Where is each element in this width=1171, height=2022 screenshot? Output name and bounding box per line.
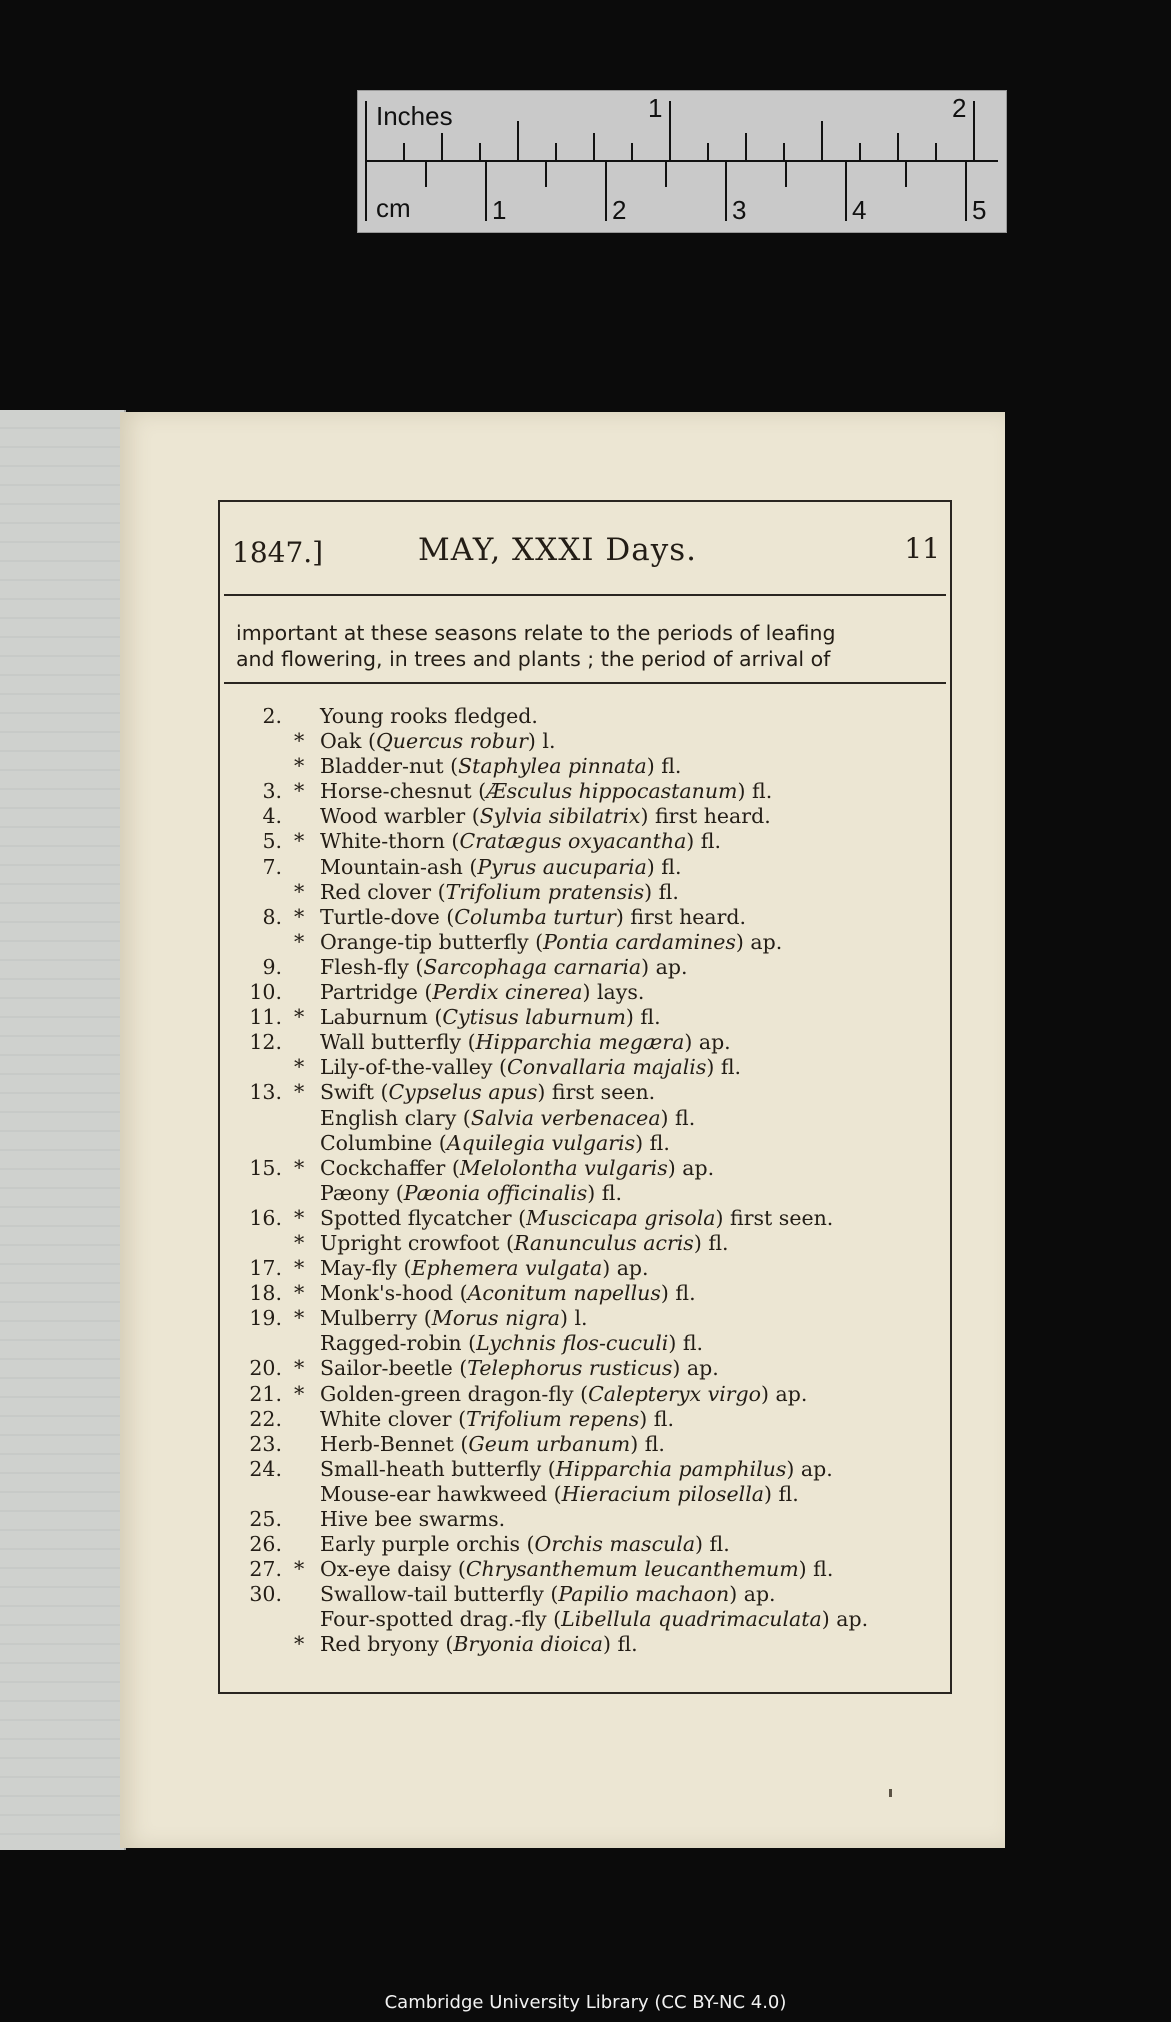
entry-text bbox=[320, 1457, 833, 1482]
entry-day: 26. bbox=[249, 1532, 282, 1557]
entry-common-name: Bladder-nut ( bbox=[320, 754, 459, 779]
entry-marker: * bbox=[294, 904, 305, 929]
entry-day: 24. bbox=[249, 1456, 282, 1481]
entry-common-name: Early purple orchis ( bbox=[320, 1532, 535, 1557]
entry-latin-name: Trifolium repens bbox=[466, 1406, 640, 1431]
entry-note: ) fl. bbox=[686, 829, 722, 854]
entry-day: 10. bbox=[249, 980, 282, 1005]
entry-common-name: Wall butterfly ( bbox=[320, 1030, 476, 1055]
entry-text bbox=[320, 1482, 799, 1507]
entry-note: ) fl. bbox=[639, 1406, 674, 1431]
entry-note: ) ap. bbox=[729, 1582, 776, 1607]
entry-text bbox=[320, 1582, 776, 1607]
entry-latin-name: Papilio machaon bbox=[558, 1582, 730, 1607]
entry-latin-name: Hipparchia pamphilus bbox=[555, 1456, 787, 1481]
entry-text bbox=[320, 1055, 741, 1080]
entry-latin-name: Pontia cardamines bbox=[543, 929, 736, 954]
entry-text bbox=[320, 1080, 655, 1105]
entry-note: ) fl. bbox=[660, 1105, 696, 1130]
entry-common-name: Young rooks fledged. bbox=[320, 704, 538, 728]
entry-text bbox=[320, 855, 682, 880]
entry-marker: * bbox=[294, 1055, 305, 1080]
entry-latin-name: Lychnis flos-cuculi bbox=[476, 1331, 669, 1356]
entry-note: ) ap. bbox=[667, 1155, 715, 1180]
calendar-entry bbox=[220, 1206, 950, 1231]
entry-day: 17. bbox=[249, 1256, 282, 1281]
entry-marker: * bbox=[294, 1256, 305, 1281]
calendar-entry bbox=[220, 779, 950, 804]
entry-text bbox=[320, 729, 556, 754]
entry-latin-name: Hipparchia megæra bbox=[475, 1030, 685, 1055]
entry-common-name: Mulberry ( bbox=[320, 1306, 432, 1331]
entry-latin-name: Melolontha vulgaris bbox=[459, 1155, 668, 1180]
entry-day: 21. bbox=[249, 1381, 282, 1406]
entry-text bbox=[320, 1256, 649, 1281]
entry-day: 25. bbox=[249, 1507, 282, 1531]
calendar-entry bbox=[220, 1356, 950, 1381]
calendar-entry bbox=[220, 1582, 950, 1607]
calendar-entry bbox=[220, 1306, 950, 1331]
entry-latin-name: Geum urbanum bbox=[468, 1431, 631, 1456]
ruler-cm-mark-4: 4 bbox=[852, 195, 867, 225]
calendar-entry bbox=[220, 980, 950, 1005]
entry-text bbox=[320, 1407, 674, 1432]
entry-note: ) ap. bbox=[641, 954, 688, 979]
entry-common-name: Mouse-ear hawkweed ( bbox=[320, 1481, 562, 1506]
entry-common-name: Golden-green dragon-fly ( bbox=[320, 1381, 589, 1406]
ruler-cm-mark-2: 2 bbox=[612, 195, 627, 225]
entry-marker: * bbox=[294, 929, 305, 954]
entry-note: ) fl. bbox=[646, 754, 682, 779]
entry-marker: * bbox=[294, 779, 305, 804]
entry-note: ) fl. bbox=[625, 1005, 661, 1030]
entry-common-name: Hive bee swarms. bbox=[320, 1507, 506, 1531]
entry-latin-name: Aquilegia vulgaris bbox=[446, 1130, 636, 1155]
entry-note: ) fl. bbox=[644, 879, 679, 904]
calendar-entry bbox=[220, 1632, 950, 1657]
entry-marker: * bbox=[294, 1230, 305, 1255]
entry-day: 9. bbox=[262, 954, 282, 979]
entry-common-name: White clover ( bbox=[320, 1406, 467, 1431]
entry-note: ) fl. bbox=[668, 1331, 704, 1356]
entry-common-name: Red bryony ( bbox=[320, 1632, 454, 1657]
entry-latin-name: Muscicapa grisola bbox=[526, 1205, 716, 1230]
intro-line: important at these seasons relate to the periods of leafing bbox=[236, 621, 836, 645]
ruler-cm-mark-1: 1 bbox=[492, 195, 507, 225]
entry-marker: * bbox=[294, 754, 305, 779]
entry-common-name: Wood warbler ( bbox=[320, 804, 480, 829]
entry-common-name: English clary ( bbox=[320, 1105, 471, 1130]
entry-common-name: Upright crowfoot ( bbox=[320, 1230, 515, 1255]
entry-day: 7. bbox=[262, 854, 282, 879]
entry-common-name: Lily-of-the-valley ( bbox=[320, 1055, 508, 1080]
entry-latin-name: Cratægus oxyacantha bbox=[459, 829, 687, 854]
entry-note: ) fl. bbox=[660, 1281, 696, 1306]
entry-text bbox=[320, 980, 644, 1005]
header-rule bbox=[224, 594, 946, 596]
entry-text bbox=[320, 1331, 703, 1356]
calendar-entry bbox=[220, 1055, 950, 1080]
entry-latin-name: Perdix cinerea bbox=[432, 980, 583, 1005]
entry-day: 16. bbox=[249, 1205, 282, 1230]
entry-text bbox=[320, 880, 679, 905]
entry-note: ) fl. bbox=[602, 1632, 638, 1657]
entry-common-name: May-fly ( bbox=[320, 1256, 412, 1281]
entry-text bbox=[320, 1030, 731, 1055]
entry-note: ) first seen. bbox=[537, 1080, 656, 1105]
calendar-entry bbox=[220, 1532, 950, 1557]
entry-marker: * bbox=[294, 729, 305, 754]
calendar-entry bbox=[220, 1457, 950, 1482]
calendar-entry bbox=[220, 855, 950, 880]
entry-text bbox=[320, 804, 771, 829]
entry-latin-name: Aconitum napellus bbox=[467, 1281, 661, 1306]
calendar-entry bbox=[220, 1106, 950, 1131]
entry-note: ) fl. bbox=[646, 854, 682, 879]
ruler-cm-mark-3: 3 bbox=[732, 195, 747, 225]
entry-day: 15. bbox=[249, 1155, 282, 1180]
entry-note: ) ap. bbox=[684, 1030, 731, 1055]
calendar-entry bbox=[220, 1557, 950, 1582]
entry-common-name: Spotted flycatcher ( bbox=[320, 1205, 527, 1230]
entry-note: ) fl. bbox=[635, 1130, 670, 1155]
entry-marker: * bbox=[294, 1281, 305, 1306]
entry-common-name: Monk's-hood ( bbox=[320, 1281, 468, 1306]
entry-latin-name: Telephorus rusticus bbox=[467, 1356, 673, 1381]
calendar-entry bbox=[220, 880, 950, 905]
image-credit: Cambridge University Library (CC BY-NC 4.0) bbox=[384, 1992, 787, 2013]
entry-text bbox=[320, 905, 746, 930]
calendar-entry bbox=[220, 1407, 950, 1432]
entry-note: ) first seen. bbox=[715, 1205, 834, 1230]
entry-common-name: Swift ( bbox=[320, 1080, 389, 1105]
entry-day: 13. bbox=[249, 1080, 282, 1105]
entry-text bbox=[320, 1432, 665, 1457]
calendar-entry bbox=[220, 1482, 950, 1507]
entry-note: ) ap. bbox=[602, 1256, 649, 1281]
header-title: MAY, XXXI Days. bbox=[418, 532, 697, 568]
entry-common-name: Oak ( bbox=[320, 729, 376, 754]
running-header bbox=[220, 532, 950, 572]
entry-text bbox=[320, 1632, 638, 1657]
entry-common-name: Mountain-ash ( bbox=[320, 854, 478, 879]
entry-latin-name: Quercus robur bbox=[375, 729, 528, 754]
entry-common-name: Partridge ( bbox=[320, 980, 433, 1005]
calendar-entry bbox=[220, 1382, 950, 1407]
entry-note: ) fl. bbox=[693, 1230, 729, 1255]
entry-marker: * bbox=[294, 1155, 305, 1180]
calendar-entry bbox=[220, 1080, 950, 1105]
entry-marker: * bbox=[294, 1632, 305, 1657]
calendar-entry bbox=[220, 754, 950, 779]
entry-marker: * bbox=[294, 1306, 305, 1331]
entry-common-name: Turtle-dove ( bbox=[320, 904, 455, 929]
entry-day: 23. bbox=[249, 1431, 282, 1456]
entry-common-name: Red clover ( bbox=[320, 879, 446, 904]
entry-common-name: Orange-tip butterfly ( bbox=[320, 929, 544, 954]
entry-marker: * bbox=[294, 879, 305, 904]
entry-common-name: Small-heath butterfly ( bbox=[320, 1456, 556, 1481]
entry-text bbox=[320, 1181, 622, 1206]
page-number: 11 bbox=[904, 532, 940, 565]
calendar-entry bbox=[220, 1131, 950, 1156]
calendar-entry bbox=[220, 829, 950, 854]
entry-text bbox=[320, 829, 721, 854]
entry-day: 3. bbox=[262, 779, 282, 804]
intro-line: and flowering, in trees and plants ; the period of arrival of bbox=[236, 647, 831, 671]
entry-marker: * bbox=[294, 829, 305, 854]
ruler-cm-mark-5: 5 bbox=[972, 195, 987, 225]
entry-latin-name: Libellula quadrimaculata bbox=[561, 1607, 822, 1632]
entry-marker: * bbox=[294, 1005, 305, 1030]
scale-ruler bbox=[357, 90, 1007, 233]
calendar-entries bbox=[220, 704, 950, 1658]
entry-note: ) fl. bbox=[587, 1180, 623, 1205]
calendar-entry bbox=[220, 1231, 950, 1256]
calendar-entry bbox=[220, 1005, 950, 1030]
calendar-entry bbox=[220, 1507, 950, 1532]
entry-note: ) ap. bbox=[672, 1356, 719, 1381]
entry-note: ) ap. bbox=[821, 1607, 869, 1632]
entry-latin-name: Sylvia sibilatrix bbox=[479, 804, 641, 829]
calendar-entry bbox=[220, 905, 950, 930]
entry-text bbox=[320, 1382, 807, 1407]
paper-speck bbox=[889, 1789, 892, 1797]
calendar-entry bbox=[220, 1607, 950, 1632]
entry-common-name: Ragged-robin ( bbox=[320, 1331, 477, 1356]
facing-page bbox=[0, 410, 126, 1850]
entry-text bbox=[320, 930, 782, 955]
entry-common-name: Four-spotted drag.-fly ( bbox=[320, 1607, 562, 1632]
entry-text bbox=[320, 1356, 719, 1381]
entry-text bbox=[320, 1507, 505, 1532]
entry-marker: * bbox=[294, 1205, 305, 1230]
entry-marker: * bbox=[294, 1080, 305, 1105]
entry-day: 4. bbox=[262, 804, 282, 829]
calendar-entry bbox=[220, 930, 950, 955]
entry-marker: * bbox=[294, 1381, 305, 1406]
entry-common-name: Pæony ( bbox=[320, 1180, 404, 1205]
entry-latin-name: Æsculus hippocastanum bbox=[486, 779, 738, 804]
entry-note: ) ap. bbox=[761, 1381, 808, 1406]
entry-note: ) first heard. bbox=[615, 904, 747, 929]
entry-latin-name: Chrysanthemum leucanthemum bbox=[465, 1557, 799, 1582]
entry-text bbox=[320, 754, 681, 779]
entry-note: ) l. bbox=[559, 1306, 588, 1331]
entry-note: ) fl. bbox=[737, 779, 773, 804]
entry-day: 19. bbox=[249, 1306, 282, 1331]
entry-latin-name: Cytisus laburnum bbox=[442, 1005, 626, 1030]
entry-day: 2. bbox=[262, 704, 282, 728]
entry-note: ) first heard. bbox=[640, 804, 771, 829]
entry-text bbox=[320, 779, 772, 804]
calendar-entry bbox=[220, 1156, 950, 1181]
ruler-cm-label: cm bbox=[376, 193, 411, 223]
entry-day: 18. bbox=[249, 1281, 282, 1306]
entry-text bbox=[320, 1281, 696, 1306]
entry-day: 8. bbox=[262, 904, 282, 929]
entry-text bbox=[320, 1005, 661, 1030]
entry-note: ) fl. bbox=[706, 1055, 742, 1080]
entry-note: ) fl. bbox=[798, 1557, 834, 1582]
entry-day: 30. bbox=[249, 1582, 282, 1607]
entry-text bbox=[320, 1532, 730, 1557]
entry-note: ) l. bbox=[527, 729, 556, 754]
entry-latin-name: Trifolium pratensis bbox=[445, 879, 645, 904]
page-frame bbox=[218, 500, 952, 1694]
entry-common-name: White-thorn ( bbox=[320, 829, 460, 854]
intro-paragraph bbox=[236, 620, 940, 672]
ruler-ticks bbox=[358, 91, 1006, 232]
header-year: 1847.] bbox=[232, 536, 324, 569]
entry-latin-name: Pæonia officinalis bbox=[403, 1180, 588, 1205]
entry-latin-name: Columba turtur bbox=[454, 904, 616, 929]
entry-marker: * bbox=[294, 1356, 305, 1381]
entry-common-name: Ox-eye daisy ( bbox=[320, 1557, 466, 1582]
entry-note: ) ap. bbox=[735, 929, 783, 954]
calendar-entry bbox=[220, 804, 950, 829]
entry-day: 22. bbox=[249, 1406, 282, 1431]
entry-text bbox=[320, 1607, 868, 1632]
entry-text bbox=[320, 1106, 695, 1131]
entry-common-name: Swallow-tail butterfly ( bbox=[320, 1582, 559, 1607]
entry-day: 27. bbox=[249, 1557, 282, 1582]
calendar-entry bbox=[220, 1181, 950, 1206]
entry-latin-name: Bryonia dioica bbox=[453, 1632, 603, 1657]
entry-latin-name: Morus nigra bbox=[431, 1306, 560, 1331]
entry-latin-name: Hieracium pilosella bbox=[561, 1481, 764, 1506]
calendar-entry bbox=[220, 729, 950, 754]
calendar-entry bbox=[220, 704, 950, 729]
entry-latin-name: Ranunculus acris bbox=[514, 1230, 694, 1255]
entry-day: 11. bbox=[249, 1005, 282, 1030]
entry-text bbox=[320, 1131, 670, 1156]
entry-latin-name: Orchis mascula bbox=[534, 1532, 696, 1557]
entry-day: 5. bbox=[262, 829, 282, 854]
calendar-entry bbox=[220, 1432, 950, 1457]
entry-latin-name: Pyrus aucuparia bbox=[477, 854, 647, 879]
entry-common-name: Cockchaffer ( bbox=[320, 1155, 460, 1180]
entry-common-name: Flesh-fly ( bbox=[320, 954, 424, 979]
entry-text bbox=[320, 1156, 714, 1181]
entry-latin-name: Salvia verbenacea bbox=[470, 1105, 661, 1130]
entry-common-name: Columbine ( bbox=[320, 1130, 447, 1155]
calendar-entry bbox=[220, 1281, 950, 1306]
intro-rule bbox=[224, 682, 946, 684]
entry-note: ) ap. bbox=[786, 1456, 833, 1481]
entry-text bbox=[320, 1557, 833, 1582]
entry-note: ) fl. bbox=[695, 1532, 730, 1557]
entry-latin-name: Cypselus apus bbox=[388, 1080, 538, 1105]
calendar-entry bbox=[220, 955, 950, 980]
entry-day: 12. bbox=[249, 1030, 282, 1055]
entry-note: ) lays. bbox=[582, 980, 645, 1005]
entry-text bbox=[320, 1231, 729, 1256]
entry-note: ) fl. bbox=[630, 1431, 665, 1456]
entry-day: 20. bbox=[249, 1356, 282, 1381]
entry-latin-name: Convallaria majalis bbox=[507, 1055, 707, 1080]
entry-latin-name: Ephemera vulgata bbox=[411, 1256, 603, 1281]
ruler-inch-mark-1: 1 bbox=[648, 93, 663, 123]
entry-latin-name: Sarcophaga carnaria bbox=[423, 954, 642, 979]
entry-common-name: Sailor-beetle ( bbox=[320, 1356, 468, 1381]
calendar-entry bbox=[220, 1256, 950, 1281]
entry-common-name: Laburnum ( bbox=[320, 1005, 443, 1030]
entry-text bbox=[320, 704, 538, 729]
ruler-inches-label: Inches bbox=[376, 101, 453, 131]
ruler-inch-mark-2: 2 bbox=[952, 93, 967, 123]
entry-text bbox=[320, 1206, 833, 1231]
calendar-entry bbox=[220, 1331, 950, 1356]
entry-marker: * bbox=[294, 1557, 305, 1582]
calendar-entry bbox=[220, 1030, 950, 1055]
entry-latin-name: Calepteryx virgo bbox=[588, 1381, 762, 1406]
entry-text bbox=[320, 1306, 588, 1331]
entry-latin-name: Staphylea pinnata bbox=[458, 754, 647, 779]
entry-common-name: Horse-chesnut ( bbox=[320, 779, 487, 804]
entry-text bbox=[320, 955, 688, 980]
entry-common-name: Herb-Bennet ( bbox=[320, 1431, 469, 1456]
entry-note: ) fl. bbox=[764, 1481, 799, 1506]
